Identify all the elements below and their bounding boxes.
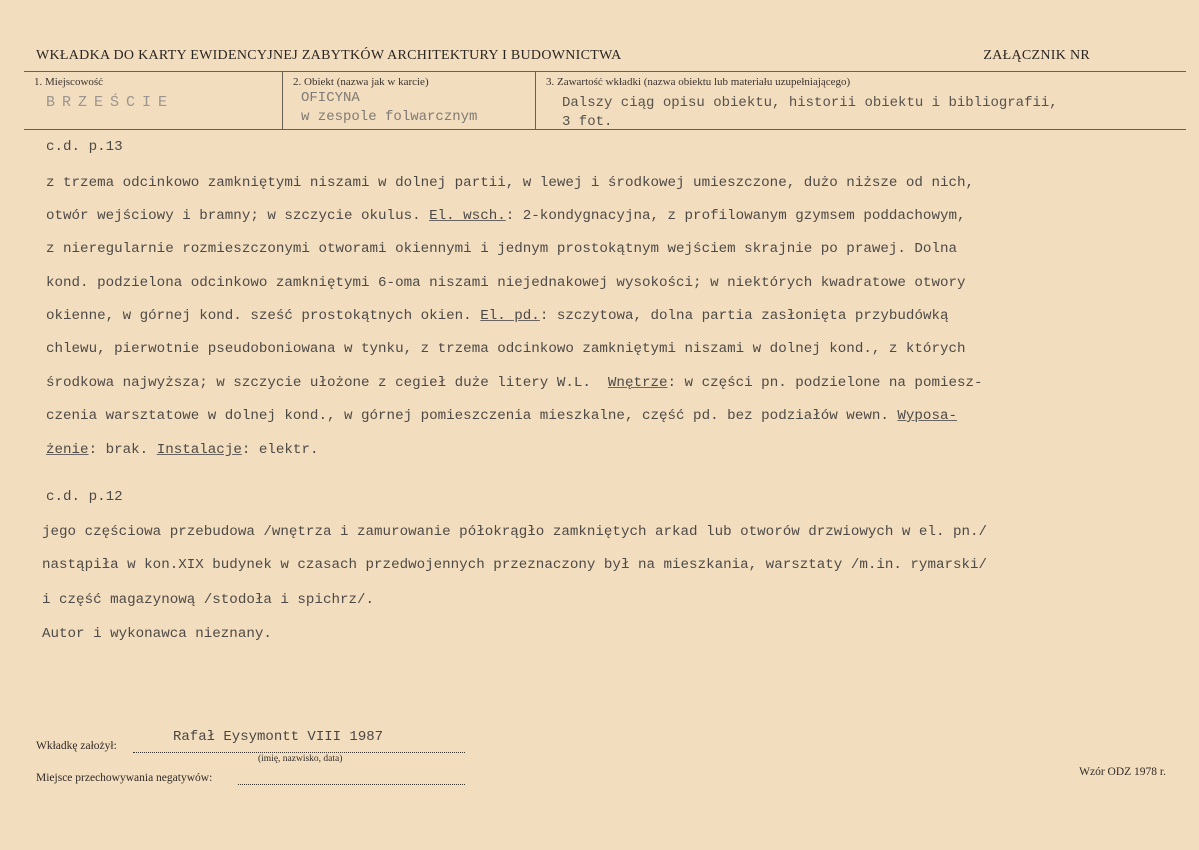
text-line: z nieregularnie rozmieszczonymi otworami okiennymi i jednym prostokątnym wejściem skrajnie po prawej. Dolna (46, 241, 957, 257)
negatives-storage-line (238, 784, 465, 785)
field-obiekt (282, 72, 536, 129)
text-line (46, 305, 949, 327)
form-code: Wzór ODZ 1978 r. (1079, 766, 1166, 778)
text-fragment: otwór wejściowy i bramny; w szczycie okulus. (46, 208, 430, 224)
text-line (46, 372, 983, 394)
text-fragment: : szczytowa, dolna partia zasłonięta przybudówką (539, 308, 949, 324)
field-zawartosc-value-line2: 3 fot. (562, 114, 613, 130)
heading-installations: Instalacje (156, 442, 242, 458)
card-title: WKŁADKA DO KARTY EWIDENCYJNEJ ZABYTKÓW ARCHITEKTURY I BUDOWNICTWA (36, 48, 622, 63)
created-by-label: Wkładkę założył: (36, 740, 117, 752)
field-zawartosc-value-line1: Dalszy ciąg opisu obiektu, historii obiektu i bibliografii, (562, 95, 1058, 111)
text-line: nastąpiła w kon.XIX budynek w czasach przedwojennych przeznaczony był na mieszkania, warsztaty /m.in. rymarski/ (42, 557, 988, 573)
text-line: i część magazynową /stodoła i spichrz/. (42, 592, 375, 608)
field-obiekt-value (301, 89, 477, 127)
heading-south-elevation: El. pd. (480, 308, 540, 324)
field-row (24, 71, 1186, 130)
field-zawartosc (535, 72, 1187, 129)
text-line: kond. podzielona odcinkowo zamkniętymi 6-oma niszami niejednakowej wysokości; w niektórych kwadratowe otwory (46, 275, 966, 291)
section-ref: c.d. p.12 (46, 489, 123, 505)
text-fragment: : w części pn. podzielone na pomiesz- (667, 375, 983, 391)
text-fragment: : elektr. (241, 442, 319, 458)
negatives-storage-label: Miejsce przechowywania negatywów: (36, 772, 213, 784)
text-line: chlewu, pierwotnie pseudoboniowana w tynku, z trzema odcinkowo zamkniętymi niszami w dolnej kond., z których (46, 341, 966, 357)
created-by-line (133, 752, 465, 753)
text-fragment: środkowa najwyższa; w szczycie ułożone z cegieł duże litery W.L. (46, 375, 608, 391)
field-zawartosc-label: 3. Zawartość wkładki (nazwa obiektu lub materiału uzupełniającego) (546, 76, 851, 88)
field-zawartosc-value (562, 94, 1058, 132)
field-miejscowosc-value: BRZEŚCIE (46, 94, 175, 111)
name-date-caption: (imię, nazwisko, data) (258, 754, 343, 764)
text-line (46, 205, 966, 227)
text-line: z trzema odcinkowo zamkniętymi niszami w dolnej partii, w lewej i środkowej umieszczone, dużo niższe od nich, (46, 175, 975, 191)
field-obiekt-value-line1: OFICYNA (301, 90, 360, 106)
field-miejscowosc-label: 1. Miejscowość (34, 76, 104, 88)
heading-interior: Wnętrze (607, 375, 668, 391)
text-line: Autor i wykonawca nieznany. (42, 626, 272, 642)
field-obiekt-value-line2: w zespole folwarcznym (301, 109, 478, 125)
text-fragment: : 2-kondygnacyjna, z profilowanym gzymsem poddachowym, (505, 208, 966, 224)
text-fragment: czenia warsztatowe w dolnej kond., w górnej pomieszczenia mieszkalne, część pd. bez podziałów wewn. (46, 408, 898, 424)
author-signature: Rafał Eysymontt VIII 1987 (173, 729, 384, 745)
section-ref: c.d. p.13 (46, 139, 123, 155)
text-line: jego częściowa przebudowa /wnętrza i zamurowanie półokrągło zamkniętych arkad lub otworów drzwiowych w el. pn./ (42, 524, 988, 540)
text-line (46, 405, 957, 427)
typed-description (42, 132, 1186, 642)
text-fragment: : brak. (88, 442, 157, 458)
heading-equipment: Wyposa- (897, 408, 957, 424)
field-miejscowosc (24, 72, 282, 129)
heading-east-elevation: El. wsch. (429, 208, 506, 224)
attachment-label: ZAŁĄCZNIK NR (983, 48, 1090, 63)
field-obiekt-label: 2. Obiekt (nazwa jak w karcie) (293, 76, 429, 88)
text-line (46, 439, 318, 461)
text-fragment: okienne, w górnej kond. sześć prostokątnych okien. (46, 308, 481, 324)
heading-equipment-cont: żenie (46, 442, 89, 458)
